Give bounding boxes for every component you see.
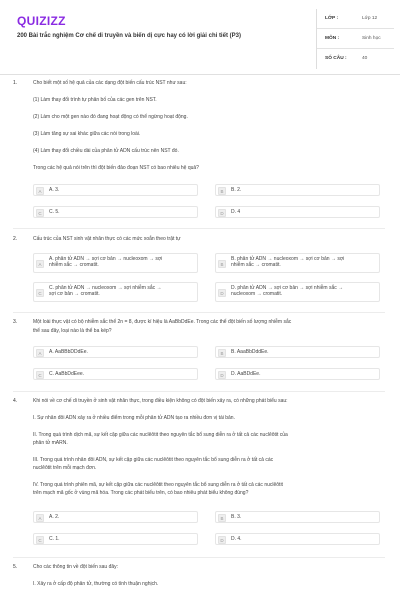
question-text: I. Sự nhân đôi ADN xảy ra ở nhiều điểm trong mỗi phân tử ADN tạo ra nhiều đơn vị tái bản.: [33, 415, 235, 421]
option-letter: B: [218, 260, 226, 268]
option-text: A. AaBBbDDdEe.: [49, 349, 88, 355]
subject-value: Sinh học: [362, 36, 381, 41]
question-text: Cho các thông tin về đột biến sau đây:: [33, 564, 119, 570]
option-text: C. 5.: [49, 209, 60, 215]
option-letter: C: [36, 209, 44, 217]
option-letter: D: [218, 536, 226, 544]
option-a[interactable]: [33, 346, 198, 358]
option-d[interactable]: [215, 533, 380, 545]
question-text: IV. Trong quá trình phiên mã, sự kết cặp giữa các nuclêôtit theo nguyên tắc bổ sung diễn ra ở tất cả các nuclêôtit: [33, 482, 283, 488]
option-letter: B: [218, 514, 226, 522]
option-text: C. AaBbDdEee.: [49, 371, 85, 377]
question-text: trên mạch mã gốc ở vùng mã hóa. Trong các phát biểu trên, có bao nhiêu phát biểu không đúng?: [33, 490, 249, 496]
question-text: Cho biết một số hệ quả của các dạng đột biến cấu trúc NST như sau:: [33, 80, 187, 86]
option-c[interactable]: [33, 368, 198, 380]
option-d[interactable]: [215, 368, 380, 380]
question-number: 1.: [13, 80, 18, 86]
question-number: 4.: [13, 398, 18, 404]
option-text: D. phân tử ADN → sợi cơ bản → sợi nhiễm sắc → nucleoxom → cromatit.: [231, 284, 344, 297]
option-letter: D: [218, 209, 226, 217]
question-text: Cấu trúc của NST sinh vật nhân thực có các mức xoắn theo trật tự: [33, 236, 181, 242]
question-text: III. Trong quá trình nhân đôi ADN, sự kết cặp giữa các nuclêôtit theo nguyên tắc bổ sung diễn ra ở tất cả các: [33, 457, 274, 463]
question-number: 2.: [13, 236, 18, 242]
question-divider: [13, 557, 385, 558]
option-letter: A: [36, 260, 44, 268]
question-text: (3) Làm tăng sự sai khác giữa các nòi trong loài.: [33, 131, 141, 137]
option-text: B. phân tử ADN → nucleoxom → sợi cơ bản → sợi nhiễm sắc → cromatit.: [231, 255, 345, 268]
option-c[interactable]: [33, 533, 198, 545]
option-text: A. 2.: [49, 514, 60, 520]
page-title: 200 Bài trắc nghiệm Cơ chế di truyền và biến dị cực hay có lời giải chi tiết (P3): [17, 33, 241, 39]
option-b[interactable]: [215, 253, 380, 273]
option-text: D. 4.: [231, 536, 242, 542]
option-letter: A: [36, 349, 44, 357]
question-text: phân tử mARN.: [33, 440, 68, 446]
question-number: 3.: [13, 319, 18, 325]
question-text: I. Xảy ra ở cấp độ phân tử, thường có tính thuận nghịch.: [33, 581, 159, 587]
option-text: B. AaaBbDddEe.: [231, 349, 269, 355]
option-letter: D: [218, 371, 226, 379]
option-d[interactable]: [215, 206, 380, 218]
option-text: B. 2.: [231, 187, 242, 193]
option-letter: D: [218, 289, 226, 297]
option-b[interactable]: [215, 184, 380, 196]
header-divider: [0, 74, 400, 75]
option-b[interactable]: [215, 511, 380, 523]
option-text: A. 3.: [49, 187, 60, 193]
question-divider: [13, 391, 385, 392]
option-c[interactable]: [33, 206, 198, 218]
meta-row-subject: [317, 29, 394, 49]
option-letter: A: [36, 187, 44, 195]
question-text: (2) Làm cho một gen nào đó đang hoạt động có thể ngừng hoạt động.: [33, 114, 188, 120]
quizizz-logo[interactable]: QUIZIZZ: [17, 14, 66, 28]
option-letter: B: [218, 187, 226, 195]
meta-row-class: [317, 9, 394, 29]
option-a[interactable]: [33, 253, 198, 273]
page-header: [0, 0, 400, 72]
option-letter: A: [36, 514, 44, 522]
subject-label: MÔN :: [325, 36, 340, 41]
option-d[interactable]: [215, 282, 380, 302]
option-letter: C: [36, 536, 44, 544]
question-text: nuclêôtit trên mỗi mạch đơn.: [33, 465, 97, 471]
question-text: (4) Làm thay đổi chiều dài của phân tử ADN cấu trúc nên NST đó.: [33, 148, 179, 154]
option-b[interactable]: [215, 346, 380, 358]
question-text: Một loài thực vật có bộ nhiễm sắc thể 2n = 8, được kí hiệu là AaBbDdEe. Trong các thể đột biến số lượng nhiễm sắc: [33, 319, 292, 325]
option-text: C. 1.: [49, 536, 60, 542]
option-letter: C: [36, 289, 44, 297]
class-label: LỚP :: [325, 16, 339, 21]
option-letter: B: [218, 349, 226, 357]
meta-panel: [316, 9, 394, 69]
option-letter: C: [36, 371, 44, 379]
question-divider: [13, 312, 385, 313]
option-text: B. 3.: [231, 514, 242, 520]
count-value: 40: [362, 56, 368, 61]
option-text: C. phân tử ADN → nucleoxom → sợi nhiễm sắc → sợi cơ bản → cromatit.: [49, 284, 162, 297]
question-text: II. Trong quá trình dịch mã, sự kết cặp giữa các nuclêôtit theo nguyên tắc bổ sung diễn ra ở tất cả các nuclêôtit của: [33, 432, 288, 438]
option-a[interactable]: [33, 184, 198, 196]
question-text: Trong các hệ quả nói trên thì đột biến đảo đoạn NST có bao nhiêu hệ quả?: [33, 165, 199, 171]
meta-row-count: [317, 49, 394, 69]
question-divider: [13, 228, 385, 229]
title-block: [0, 0, 316, 72]
option-text: A. phân tử ADN → sợi cơ bản → nucleoxom → sợi nhiễm sắc → cromatit.: [49, 255, 163, 268]
question-text: Khi nói về cơ chế di truyền ở sinh vật nhân thực, trong điều kiện không có đột biến xảy ra, có những phát biểu sau:: [33, 398, 288, 404]
question-text: thể sau đây, loại nào là thể ba kép?: [33, 328, 112, 334]
count-label: SỐ CÂU :: [325, 56, 347, 61]
class-value: Lớp 12: [362, 16, 378, 21]
option-c[interactable]: [33, 282, 198, 302]
option-text: D. AaBDdEe.: [231, 371, 261, 377]
option-text: D. 4: [231, 209, 241, 215]
question-number: 5.: [13, 564, 18, 570]
question-text: (1) Làm thay đổi trình tự phân bố của các gen trên NST.: [33, 97, 157, 103]
option-a[interactable]: [33, 511, 198, 523]
